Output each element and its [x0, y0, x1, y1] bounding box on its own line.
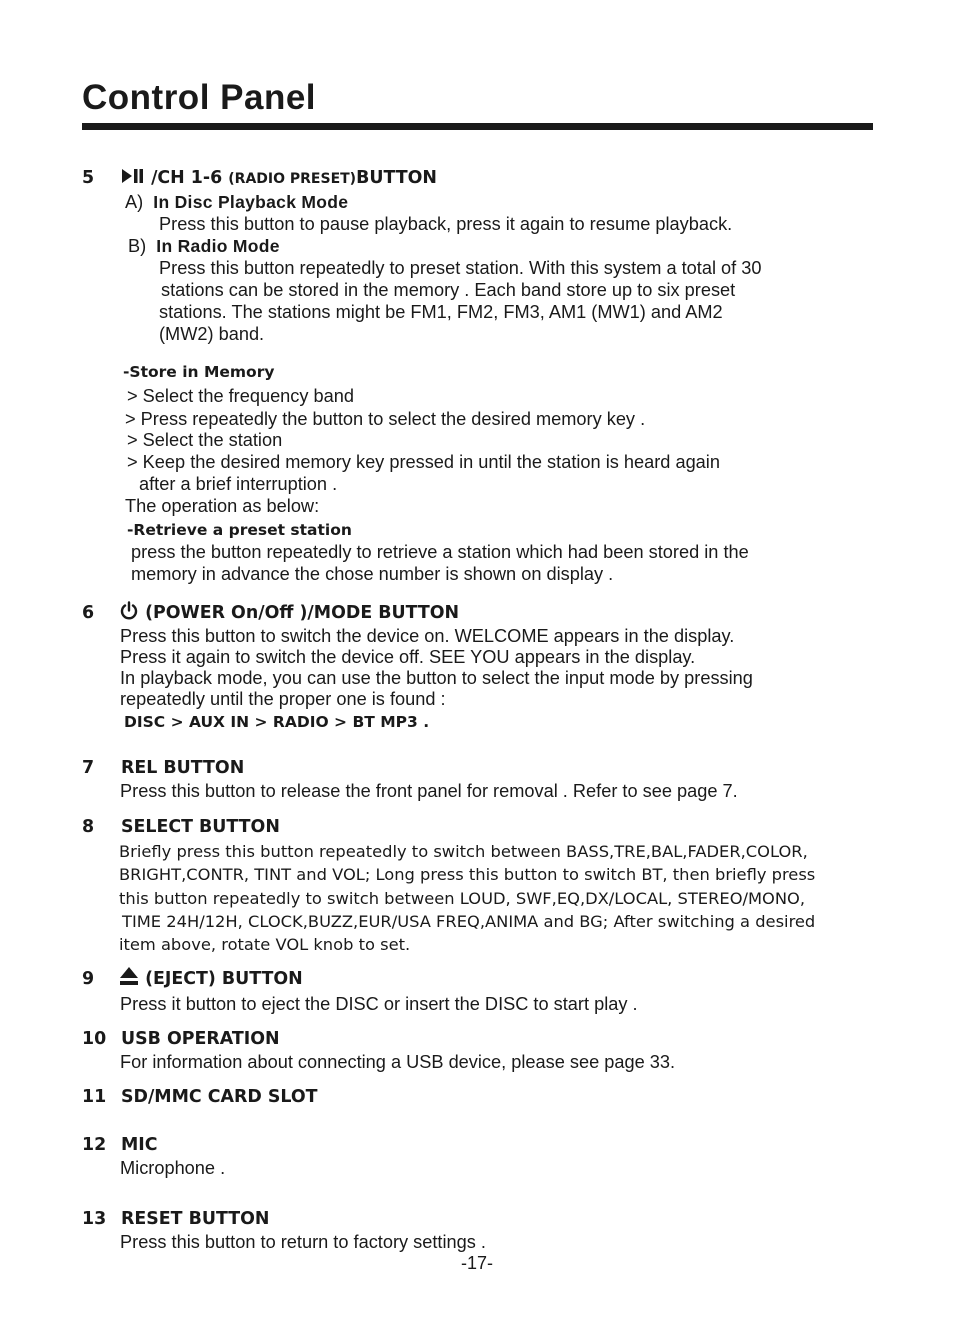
item-number: 8	[82, 817, 95, 837]
store-line: > Keep the desired memory key pressed in until the station is heard again	[127, 452, 720, 472]
item-number: 9	[82, 969, 95, 989]
item12-text: Microphone .	[120, 1158, 226, 1178]
item-number: 11	[82, 1087, 107, 1107]
store-line: > Select the frequency band	[127, 386, 354, 406]
item10-text: For information about connecting a USB device, please see page 33.	[120, 1052, 676, 1072]
retrieve-line: press the button repeatedly to retrieve a station which had been stored in the	[131, 542, 749, 562]
item5-b-line: stations. The stations might be FM1, FM2, FM3, AM1 (MW1) and AM2	[159, 302, 723, 322]
item7-text: Press this button to release the front panel for removal . Refer to see page 7.	[120, 781, 738, 801]
item5-b-line: (MW2) band.	[159, 324, 265, 344]
store-heading: -Store in Memory	[123, 363, 275, 381]
item6-modes: DISC > AUX IN > RADIO > BT MP3 .	[124, 713, 430, 731]
item6-heading: (POWER On/Off )/MODE BUTTON	[119, 602, 459, 624]
item5-heading: /CH 1-6 (RADIO PRESET)BUTTON	[121, 167, 437, 190]
page-title: Control Panel	[82, 78, 317, 117]
item-number: 6	[82, 603, 95, 623]
item8-line: this button repeatedly to switch between LOUD, SWF,EQ,DX/LOCAL, STEREO/MONO,	[119, 889, 806, 908]
item9-text: Press it button to eject the DISC or insert the DISC to start play .	[120, 994, 638, 1014]
item5-subhead-a: A) In Disc Playback Mode	[125, 192, 349, 212]
item12-heading: MIC	[121, 1135, 158, 1155]
item13-text: Press this button to return to factory settings .	[120, 1232, 486, 1252]
item8-line: TIME 24H/12H, CLOCK,BUZZ,EUR/USA FREQ,ANIMA and BG; After switching a desired	[122, 912, 816, 931]
eject-icon	[119, 966, 139, 986]
title-rule	[82, 123, 873, 130]
item6-line: repeatedly until the proper one is found :	[120, 689, 446, 709]
power-icon	[119, 601, 139, 621]
retrieve-line: memory in advance the chose number is shown on display .	[131, 564, 614, 584]
page-number: -17-	[460, 1253, 493, 1273]
item5-a-text: Press this button to pause playback, press it again to resume playback.	[159, 214, 733, 234]
item8-line: Briefly press this button repeatedly to switch between BASS,TRE,BAL,FADER,COLOR,	[119, 842, 808, 861]
play-pause-icon	[121, 168, 145, 184]
item8-heading: SELECT BUTTON	[121, 817, 280, 837]
item11-heading: SD/MMC CARD SLOT	[121, 1087, 318, 1107]
item10-heading: USB OPERATION	[121, 1029, 280, 1049]
item5-b-line: stations can be stored in the memory . Each band store up to six preset	[161, 280, 736, 300]
item-number: 12	[82, 1135, 107, 1155]
item8-line: item above, rotate VOL knob to set.	[119, 935, 411, 954]
item-number: 7	[82, 758, 95, 778]
store-line: after a brief interruption .	[139, 474, 338, 494]
item6-line: In playback mode, you can use the button to select the input mode by pressing	[120, 668, 753, 688]
item13-heading: RESET BUTTON	[121, 1209, 270, 1229]
store-line: The operation as below:	[125, 496, 320, 516]
retrieve-heading: -Retrieve a preset station	[127, 521, 352, 539]
store-line: > Select the station	[127, 430, 283, 450]
item-number: 5	[82, 168, 95, 188]
item-number: 10	[82, 1029, 107, 1049]
item9-heading: (EJECT) BUTTON	[119, 968, 303, 990]
item5-subhead-b: B) In Radio Mode	[128, 236, 280, 256]
store-line: > Press repeatedly the button to select the desired memory key .	[125, 409, 646, 429]
item-number: 13	[82, 1209, 107, 1229]
item6-line: Press it again to switch the device off. SEE YOU appears in the display.	[120, 647, 696, 667]
item8-line: BRIGHT,CONTR, TINT and VOL; Long press this button to switch BT, then briefly press	[119, 865, 816, 884]
item5-b-line: Press this button repeatedly to preset station. With this system a total of 30	[159, 258, 762, 278]
item7-heading: REL BUTTON	[121, 758, 245, 778]
item6-line: Press this button to switch the device on. WELCOME appears in the display.	[120, 626, 735, 646]
